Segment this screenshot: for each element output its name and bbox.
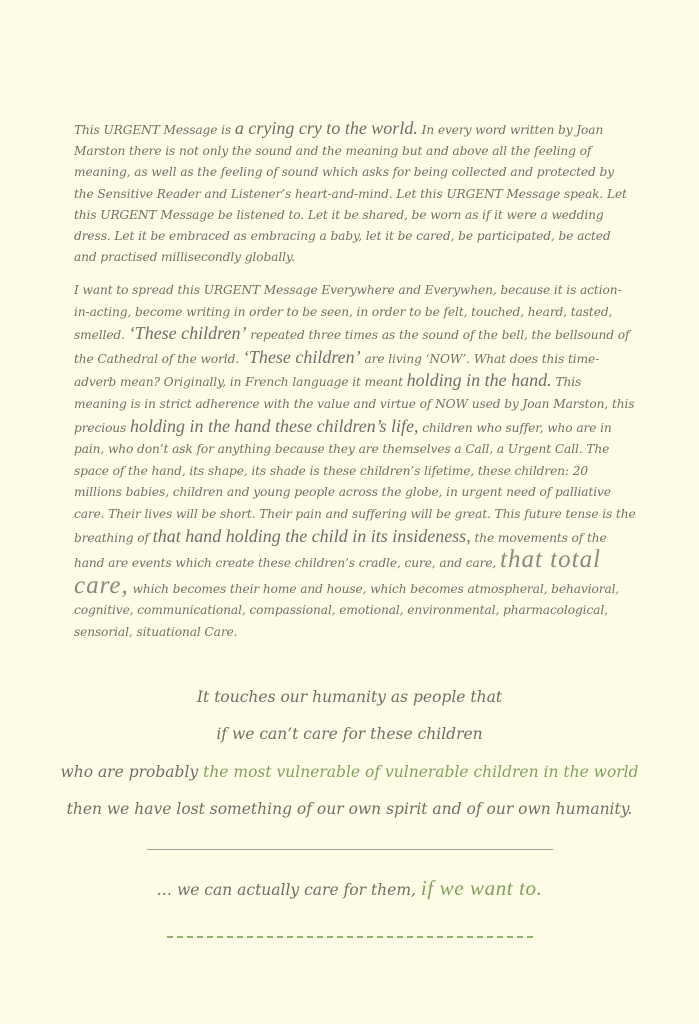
quote-line-2: if we can’t care for these children (216, 725, 483, 743)
closing-highlight-if-we-want-to: if we want to. (420, 876, 543, 900)
quote-highlight-most-vulnerable: the most vulnerable of vulnerable children in the world (203, 763, 639, 781)
highlight-hand-holding-child: that hand holding the child in its insideness, (152, 525, 471, 546)
intro-highlight-crying-cry: a crying cry to the world. (234, 118, 418, 138)
highlight-these-children-1: ‘These children’ (128, 323, 247, 344)
highlight-that-total-care: that total care, (74, 546, 602, 599)
quote-line-4: then we have lost something of our own spirit and of our own humanity. (66, 800, 633, 818)
closing-line (0, 876, 699, 901)
closing-text: … we can actually care for them, (156, 881, 421, 899)
highlight-these-children-2: ‘These children’ (242, 346, 361, 367)
quote-line-3 (0, 763, 699, 781)
main-text-2: repeated three times as the sound of the bell, the bellsound of the Cathedral of the world. (74, 328, 630, 366)
highlight-childrens-life: holding in the hand these children’s life, (129, 415, 419, 436)
main-text-3: are living ‘NOW’. What does this time-adverb mean? Originally, in French language it meant (74, 351, 600, 390)
highlight-holding-in-the-hand: holding in the hand. (406, 370, 552, 391)
main-text-5: children who suffer, who are in pain, who don’t ask for anything because they are themselves a Call, a Urgent Call. The space of the hand, its shape, its shade is these children’s lifetime, these children: 20 millions babies, children and young people across the globe, in urgent need of palliative care. Their lives will be short. Their pain and suffering will be great. This future tense is the breathing of (74, 420, 636, 545)
main-paragraph (74, 280, 636, 644)
intro-text-1: This URGENT Message is (74, 123, 235, 137)
intro-paragraph (74, 118, 636, 268)
intro-text-2: In every word written by Joan Marston there is not only the sound and the meaning but and above all the feeling of meaning, as well as the feeling of sound which asks for being collected and protected by the Sensitive Reader and Listener’s heart-and-mind. Let this URGENT Message speak. Let this URGENT Message be listened to. Let it be shared, be worn as if it were a wedding dress. Let it be embraced as embracing a baby, let it be cared, be participated, be acted and practised millisecondly globally. (74, 123, 627, 265)
main-text-6: the movements of the hand are events which create these children’s cradle, cure, and care, (74, 530, 607, 571)
quote-line-3-text: who are probably (60, 763, 204, 781)
quote-line-1: It touches our humanity as people that (196, 688, 503, 706)
green-dashed-divider (167, 936, 533, 938)
main-text-7: which becomes their home and house, which becomes atmospheral, behavioral, cognitive, communicational, compassional, emotional, environmental, pharmacological, sensorial, situational Care. (74, 581, 620, 639)
main-text-4: This meaning is in strict adherence with the value and virtue of NOW used by Joan Marston, this precious (74, 375, 635, 435)
divider-line (147, 849, 553, 850)
main-text-1: I want to spread this URGENT Message Everywhere and Everywhen, because it is action-in-acting, become writing in order to be seen, in order to be felt, touched, heard, tasted, smelled. (74, 283, 622, 343)
